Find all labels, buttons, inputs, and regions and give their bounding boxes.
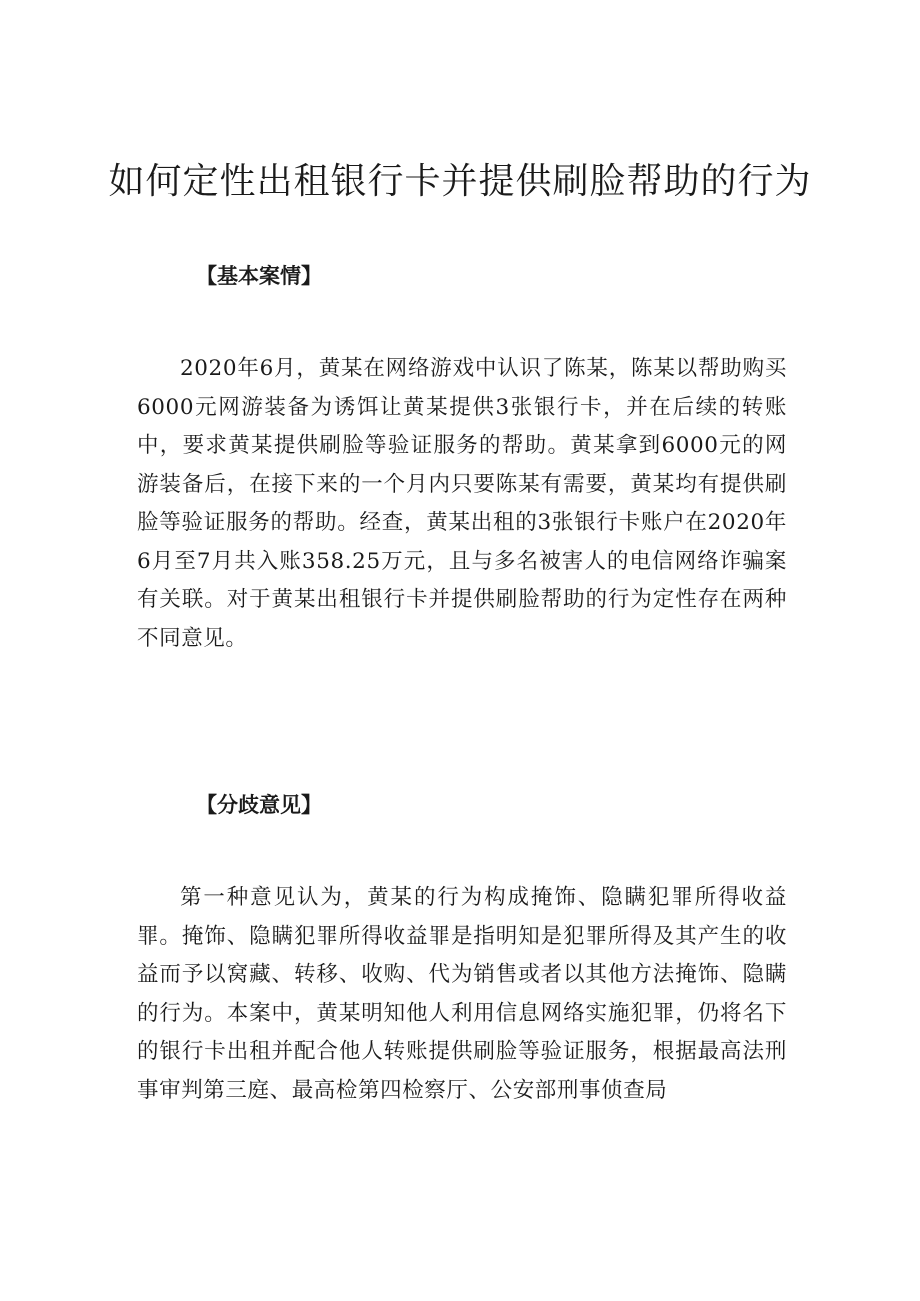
- section-heading-basic-facts: 【基本案情】: [196, 264, 322, 288]
- section-paragraph-basic-facts: 2020年6月，黄某在网络游戏中认识了陈某，陈某以帮助购买6000元网游装备为诱饵让黄某提供3张银行卡，并在后续的转账中，要求黄某提供刷脸等验证服务的帮助。黄某拿到6000元的网游装备后，在接下来的一个月内只要陈某有需要，黄某均有提供刷脸等验证服务的帮助。经查，黄某出租的3张银行卡账户在2020年6月至7月共入账358.25万元，且与多名被害人的电信网络诈骗案有关联。对于黄某出租银行卡并提供刷脸帮助的行为定性存在两种不同意见。: [137, 356, 787, 651]
- document-title: 如何定性出租银行卡并提供刷脸帮助的行为: [108, 161, 812, 202]
- section-paragraph-divergent-opinions: 第一种意见认为，黄某的行为构成掩饰、隐瞒犯罪所得收益罪。掩饰、隐瞒犯罪所得收益罪是指明知是犯罪所得及其产生的收益而予以窝藏、转移、收购、代为销售或者以其他方法掩饰、隐瞒的行为。本案中，黄某明知他人利用信息网络实施犯罪，仍将名下的银行卡出租并配合他人转账提供刷脸等验证服务，根据最高法刑事审判第三庭、最高检第四检察厅、公安部刑事侦查局: [137, 885, 787, 1103]
- section-heading-divergent-opinions: 【分歧意见】: [196, 793, 322, 817]
